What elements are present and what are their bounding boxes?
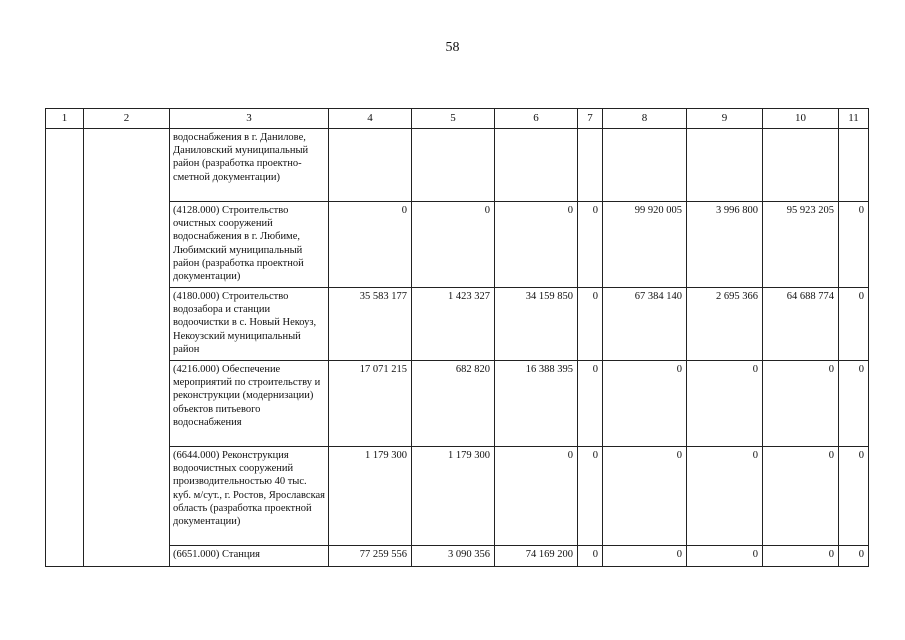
value-cell: 0: [839, 447, 869, 546]
value-cell: 34 159 850: [495, 288, 578, 361]
value-cell: 0: [603, 546, 687, 567]
value-cell: 0: [578, 361, 603, 447]
value-cell: 0: [578, 288, 603, 361]
value-cell: 0: [687, 447, 763, 546]
column-header: 1: [46, 109, 84, 129]
value-cell: [329, 129, 412, 202]
table-row: [46, 447, 869, 546]
value-cell: 64 688 774: [763, 288, 839, 361]
value-cell: 0: [763, 447, 839, 546]
table-header-row: [46, 109, 869, 129]
value-cell: 2 695 366: [687, 288, 763, 361]
value-cell: 682 820: [412, 361, 495, 447]
value-cell: 0: [329, 202, 412, 288]
column-header: 9: [687, 109, 763, 129]
column-header: 11: [839, 109, 869, 129]
value-cell: 0: [578, 546, 603, 567]
value-cell: 0: [839, 546, 869, 567]
column-header: 8: [603, 109, 687, 129]
value-cell: 0: [578, 202, 603, 288]
value-cell: 0: [763, 361, 839, 447]
table-cell-col2: [84, 129, 170, 567]
value-cell: [839, 129, 869, 202]
value-cell: 0: [603, 447, 687, 546]
table-row: [46, 546, 869, 567]
value-cell: 0: [687, 546, 763, 567]
column-header: 7: [578, 109, 603, 129]
value-cell: 0: [495, 447, 578, 546]
column-header: 6: [495, 109, 578, 129]
value-cell: [603, 129, 687, 202]
object-name-cell: водоснабжения в г. Данилове, Даниловский муниципальный район (разработка проектно-сметной документации): [170, 129, 329, 202]
value-cell: 95 923 205: [763, 202, 839, 288]
value-cell: 0: [687, 361, 763, 447]
column-header: 4: [329, 109, 412, 129]
column-header: 2: [84, 109, 170, 129]
value-cell: [763, 129, 839, 202]
table-row: [46, 288, 869, 361]
value-cell: 0: [603, 361, 687, 447]
value-cell: [412, 129, 495, 202]
value-cell: 99 920 005: [603, 202, 687, 288]
budget-table: [45, 108, 869, 567]
column-header: 10: [763, 109, 839, 129]
value-cell: 16 388 395: [495, 361, 578, 447]
value-cell: [495, 129, 578, 202]
object-name-cell: (4128.000) Строительство очистных сооружений водоснабжения в г. Любиме, Любимский муниципальный район (разработка проектной документации): [170, 202, 329, 288]
value-cell: 77 259 556: [329, 546, 412, 567]
value-cell: 0: [763, 546, 839, 567]
object-name-cell: (4216.000) Обеспечение мероприятий по строительству и реконструкции (модернизации) объектов питьевого водоснабжения: [170, 361, 329, 447]
value-cell: [687, 129, 763, 202]
value-cell: 3 090 356: [412, 546, 495, 567]
value-cell: 17 071 215: [329, 361, 412, 447]
value-cell: 0: [578, 447, 603, 546]
value-cell: 67 384 140: [603, 288, 687, 361]
object-name-cell: (6651.000) Станция: [170, 546, 329, 567]
value-cell: 0: [495, 202, 578, 288]
value-cell: 0: [839, 361, 869, 447]
value-cell: 0: [839, 288, 869, 361]
table-row: [46, 202, 869, 288]
column-header: 5: [412, 109, 495, 129]
value-cell: 74 169 200: [495, 546, 578, 567]
value-cell: 0: [839, 202, 869, 288]
object-name-cell: (6644.000) Реконструкция водоочистных сооружений производительностью 40 тыс. куб. м/сут., г. Ростов, Ярославская область (разработка проектной документации): [170, 447, 329, 546]
page-number: 58: [445, 40, 460, 55]
value-cell: 1 179 300: [412, 447, 495, 546]
value-cell: 3 996 800: [687, 202, 763, 288]
value-cell: 1 179 300: [329, 447, 412, 546]
table-row: [46, 361, 869, 447]
column-header: 3: [170, 109, 329, 129]
table-row: [46, 129, 869, 202]
value-cell: [578, 129, 603, 202]
value-cell: 1 423 327: [412, 288, 495, 361]
value-cell: 35 583 177: [329, 288, 412, 361]
value-cell: 0: [412, 202, 495, 288]
object-name-cell: (4180.000) Строительство водозабора и станции водоочистки в с. Новый Некоуз, Некоузский муниципальный район: [170, 288, 329, 361]
table-cell-col1: [46, 129, 84, 567]
